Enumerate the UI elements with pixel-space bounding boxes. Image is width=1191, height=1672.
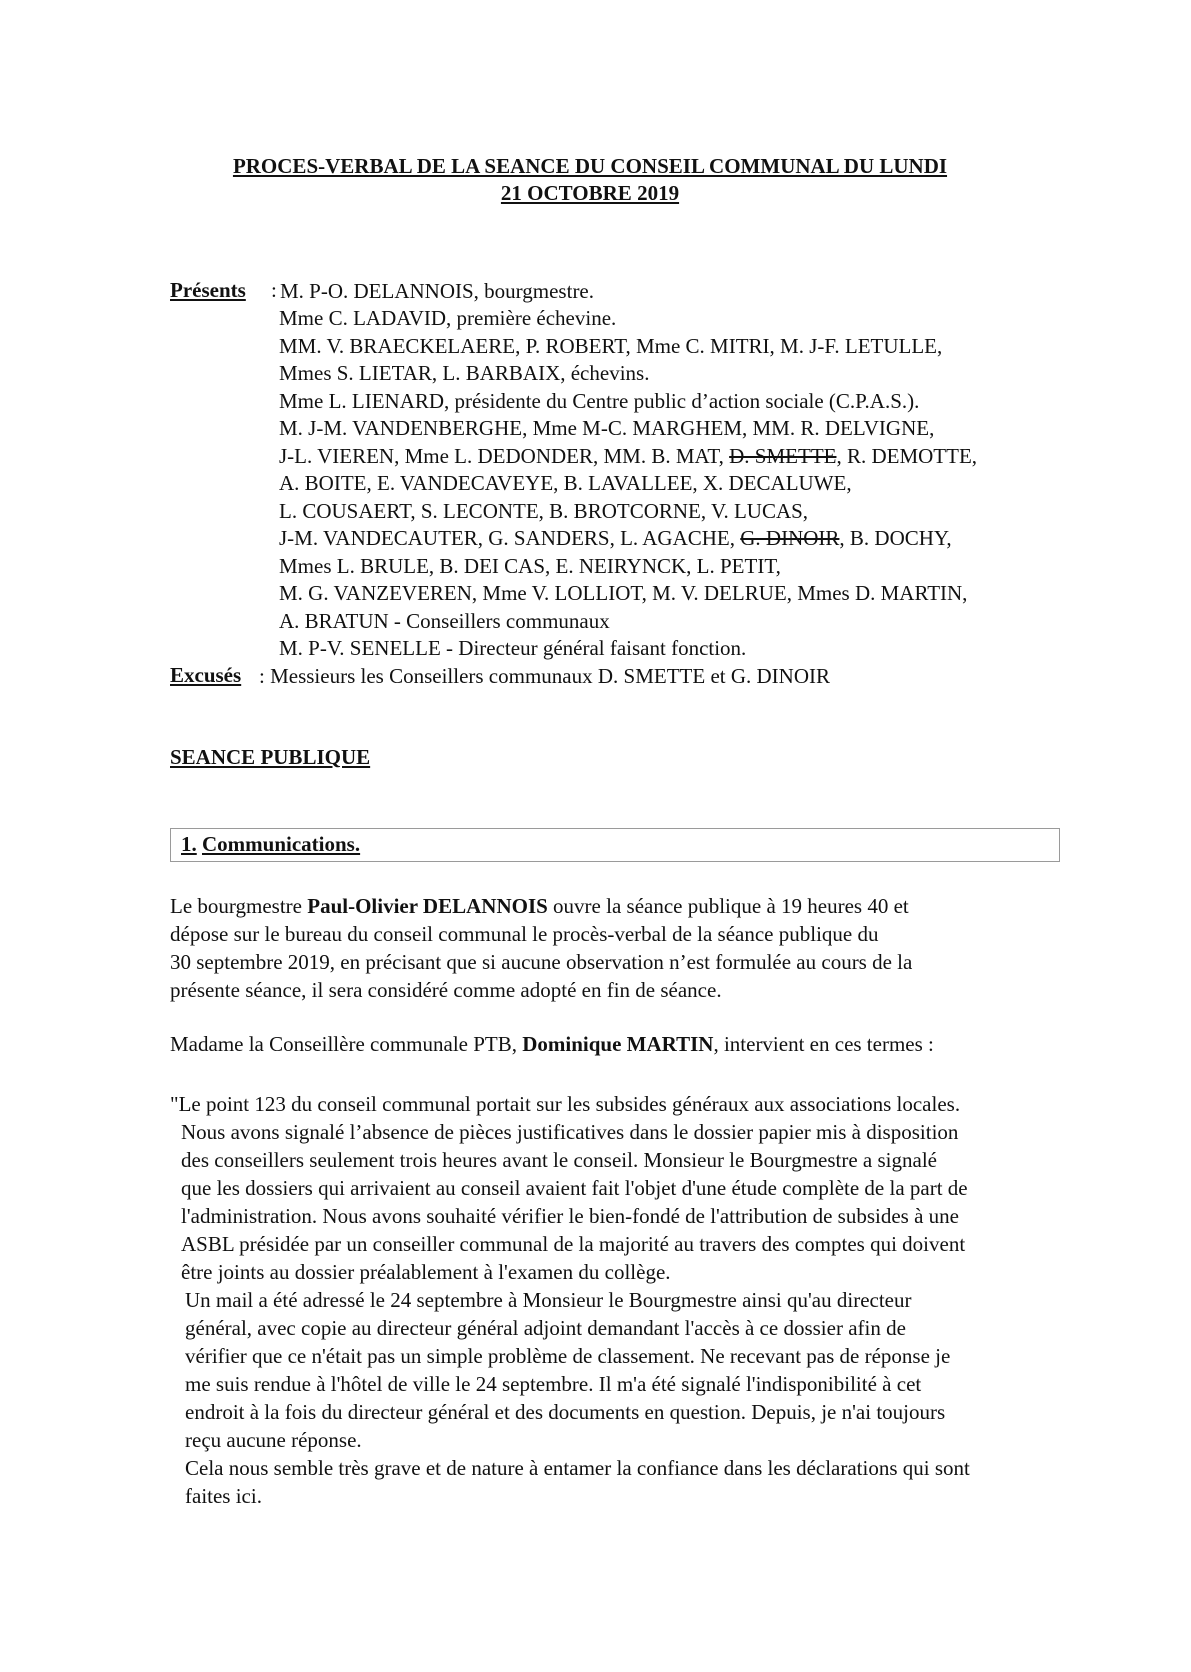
presents-label: Présents [170,278,246,302]
quote-line: que les dossiers qui arrivaient au conseil avaient fait l'objet d'une étude complète de la part de [181,1176,968,1200]
paragraph-line: 30 septembre 2019, en précisant que si aucune observation n’est formulée au cours de la [170,950,913,974]
quote-line: ASBL présidée par un conseiller communal de la majorité au travers des comptes qui doivent [181,1232,966,1256]
paragraph-line: présente séance, il sera considéré comme adopté en fin de séance. [170,978,722,1002]
presents-colon: : [271,278,277,302]
attendee-line: M. P-O. DELANNOIS, bourgmestre. [280,279,595,303]
paragraph-line [170,892,912,920]
quote-line: "Le point 123 du conseil communal portait sur les subsides généraux aux associations locales. [170,1092,961,1116]
attendee-text: , B. DOCHY, [839,526,952,550]
attendee-line: A. BRATUN - Conseillers communaux [279,609,610,633]
quote-line: vérifier que ce n'était pas un simple problème de classement. Ne recevant pas de réponse je [185,1344,951,1368]
attendee-line: Mmes S. LIETAR, L. BARBAIX, échevins. [279,361,650,385]
agenda-item-box [170,828,1060,862]
quote-line: Un mail a été adressé le 24 septembre à Monsieur le Bourgmestre ainsi qu'au directeur [185,1288,912,1312]
attendee-line: M. G. VANZEVEREN, Mme V. LOLLIOT, M. V. DELRUE, Mmes D. MARTIN, [279,581,968,605]
paragraph-text: ouvre la séance publique à 19 heures 40 et [547,894,909,918]
quote-line: reçu aucune réponse. [185,1428,362,1452]
quote-line: endroit à la fois du directeur général et des documents en question. Depuis, je n'ai toujours [185,1400,946,1424]
intervention-intro [170,1030,934,1058]
attendee-text: , R. DEMOTTE, [836,444,978,468]
struck-name: G. DINOIR [740,526,840,550]
quote-line: être joints au dossier préalablement à l'examen du collège. [181,1260,671,1284]
paragraph-line: dépose sur le bureau du conseil communal le procès-verbal de la séance publique du [170,922,879,946]
councillor-name: Dominique MARTIN [522,1032,714,1056]
attendee-line: L. COUSAERT, S. LECONTE, B. BROTCORNE, V. LUCAS, [279,499,809,523]
attendee-line: MM. V. BRAECKELAERE, P. ROBERT, Mme C. MITRI, M. J-F. LETULLE, [279,334,943,358]
attendee-line: A. BOITE, E. VANDECAVEYE, B. LAVALLEE, X. DECALUWE, [279,471,852,495]
agenda-item-number: 1. [181,832,197,856]
document-title-line-2: 21 OCTOBRE 2019 [500,181,680,205]
opening-paragraph [170,892,912,1004]
mayor-name: Paul-Olivier DELANNOIS [307,894,548,918]
paragraph-text: Le bourgmestre [170,894,308,918]
struck-name: D. SMETTE [729,444,837,468]
quote-line: faites ici. [185,1484,262,1508]
paragraph-text: , intervient en ces termes : [713,1032,934,1056]
attendee-line: Mmes L. BRULE, B. DEI CAS, E. NEIRYNCK, L. PETIT, [279,554,781,578]
quote-line: l'administration. Nous avons souhaité vérifier le bien-fondé de l'attribution de subsides à une [181,1204,959,1228]
paragraph-text: Madame la Conseillère communale PTB, [170,1032,523,1056]
agenda-item-label: Communications. [202,832,361,856]
quote-line: général, avec copie au directeur général adjoint demandant l'accès à ce dossier afin de [185,1316,906,1340]
section-heading: SEANCE PUBLIQUE [170,745,371,769]
attendee-line: M. P-V. SENELLE - Directeur général faisant fonction. [279,636,747,660]
quote-line: Cela nous semble très grave et de nature à entamer la confiance dans les déclarations qui sont [185,1456,970,1480]
paragraph-line [170,1030,934,1058]
attendee-line: Mme C. LADAVID, première échevine. [279,306,617,330]
attendee-line [279,443,977,470]
document-title-line-1: PROCES-VERBAL DE LA SEANCE DU CONSEIL COMMUNAL DU LUNDI [232,154,948,178]
attendee-line [279,525,952,552]
attendee-line: M. J-M. VANDENBERGHE, Mme M-C. MARGHEM, MM. R. DELVIGNE, [279,416,935,440]
attendee-line: Mme L. LIENARD, présidente du Centre public d’action sociale (C.P.A.S.). [279,389,920,413]
attendee-text: J-M. VANDECAUTER, G. SANDERS, L. AGACHE, [279,526,741,550]
attendee-text: J-L. VIEREN, Mme L. DEDONDER, MM. B. MAT, [279,444,730,468]
excuses-text: : Messieurs les Conseillers communaux D. SMETTE et G. DINOIR [259,664,831,688]
agenda-item-title [181,832,360,857]
excuses-label: Excusés [170,663,242,687]
quote-line: des conseillers seulement trois heures avant le conseil. Monsieur le Bourgmestre a signalé [181,1148,937,1172]
quote-line: me suis rendue à l'hôtel de ville le 24 septembre. Il m'a été signalé l'indisponibilité à cet [185,1372,922,1396]
quote-line: Nous avons signalé l’absence de pièces justificatives dans le dossier papier mis à disposition [181,1120,959,1144]
